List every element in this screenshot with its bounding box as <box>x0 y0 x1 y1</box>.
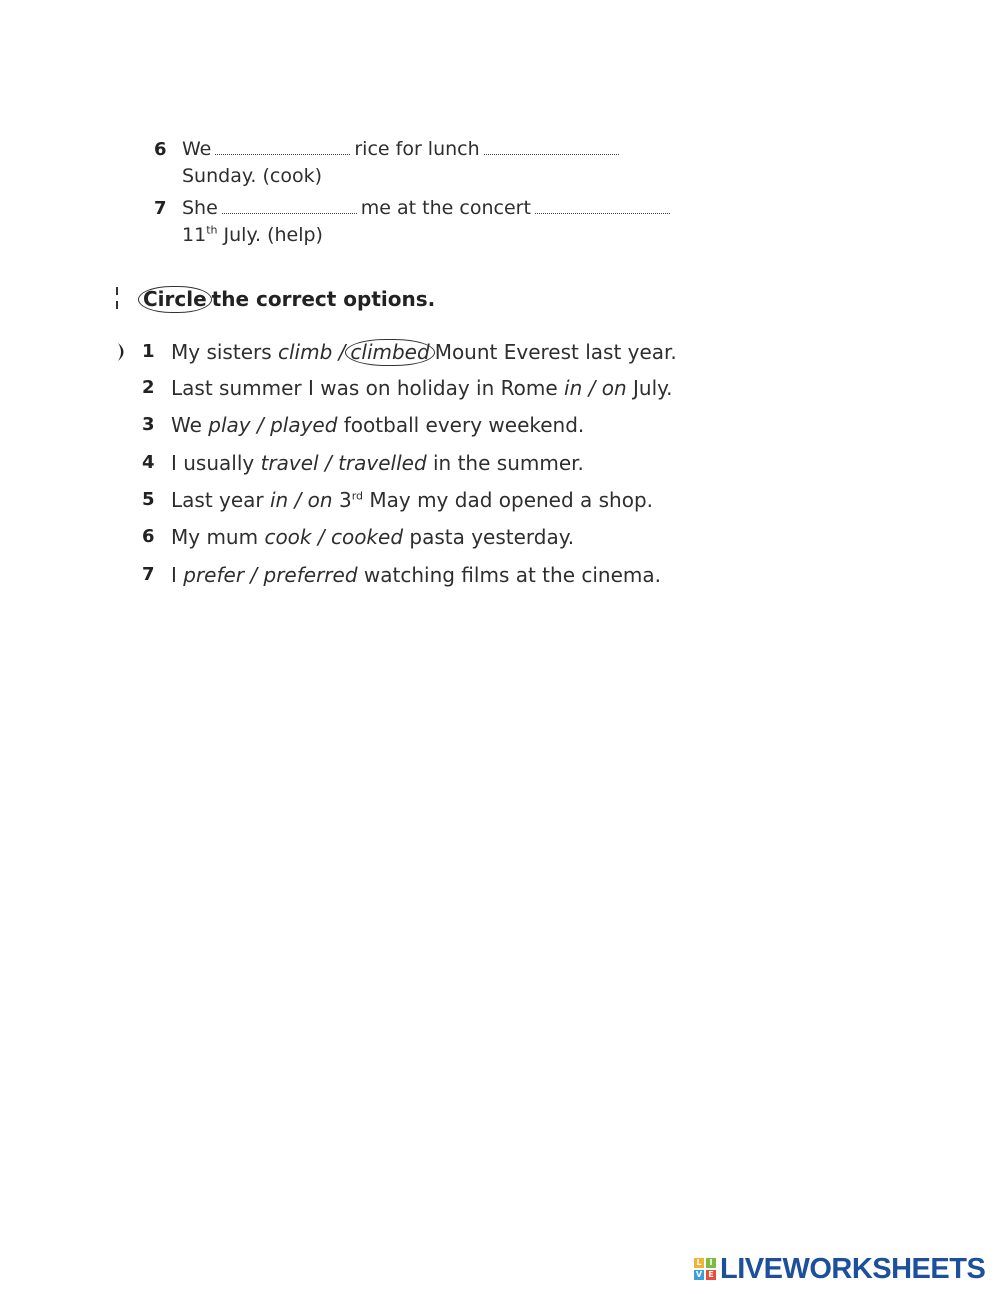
section-marker <box>116 287 119 309</box>
date-suffix: th <box>206 223 218 237</box>
answer-blank[interactable] <box>484 140 619 155</box>
sentence-start: My sisters <box>171 340 278 364</box>
sentence-end: May my dad opened a shop. <box>363 488 654 512</box>
options[interactable]: play / played <box>208 413 338 437</box>
sentence-start: I usually <box>171 451 261 475</box>
answer-blank[interactable] <box>222 199 357 214</box>
sentence-middle: me at the concert <box>360 197 531 219</box>
options[interactable]: travel / travelled <box>260 451 427 475</box>
sentence-end: watching films at the cinema. <box>357 563 661 587</box>
sentence-end: July. (help) <box>223 224 323 246</box>
item-number: 4 <box>142 452 155 473</box>
answer-blank[interactable] <box>535 199 670 214</box>
logo-mark-letter: L <box>694 1258 704 1268</box>
logo-mark-letter: V <box>695 1270 703 1279</box>
sentence-end: in the summer. <box>426 451 584 475</box>
item-number: 5 <box>142 489 155 510</box>
sentence-start: We <box>171 413 209 437</box>
liveworksheets-logo[interactable] <box>694 1253 985 1285</box>
logo-text: LIVEWORKSHEETS <box>720 1252 986 1285</box>
options[interactable]: in / on <box>564 376 627 400</box>
item-number: 3 <box>142 414 155 435</box>
sentence-start: Last year <box>171 488 270 512</box>
item-number: 7 <box>142 564 155 585</box>
date-suffix: rd <box>351 489 364 503</box>
instruction-circled-word: Circle <box>138 286 212 313</box>
date-number: 3 <box>332 488 352 512</box>
item-number: 1 <box>142 341 155 362</box>
sentence-start: Last summer I was on holiday in Rome <box>171 376 565 400</box>
options[interactable]: prefer / preferred <box>183 563 358 587</box>
sentence-end: July. <box>626 376 673 400</box>
option-a[interactable]: climb / <box>278 340 346 364</box>
sentence-end: football every weekend. <box>337 413 585 437</box>
sentence-start: She <box>182 197 218 219</box>
item-number: 7 <box>154 198 167 219</box>
option-b-selected[interactable]: climbed <box>345 339 434 366</box>
logo-mark-icon <box>694 1258 716 1280</box>
item-number: 6 <box>154 139 167 160</box>
sentence-start: I <box>171 563 184 587</box>
item-number: 2 <box>142 377 155 398</box>
item-number: 6 <box>142 526 155 547</box>
date-number: 11 <box>182 224 207 246</box>
options[interactable]: cook / cooked <box>264 525 404 549</box>
sentence-end: pasta yesterday. <box>403 525 575 549</box>
logo-mark-letter: E <box>706 1270 716 1280</box>
sentence-start: My mum <box>171 525 265 549</box>
sentence-middle: rice for lunch <box>354 138 480 160</box>
item-marker-icon <box>116 342 130 362</box>
instruction-text: the correct options. <box>211 287 436 311</box>
sentence-start: We <box>182 138 212 160</box>
logo-mark-letter: I <box>706 1258 716 1268</box>
sentence-end: Mount Everest last year. <box>434 340 677 364</box>
answer-blank[interactable] <box>215 140 350 155</box>
options[interactable]: in / on <box>270 488 333 512</box>
sentence-end: Sunday. (cook) <box>182 165 322 187</box>
